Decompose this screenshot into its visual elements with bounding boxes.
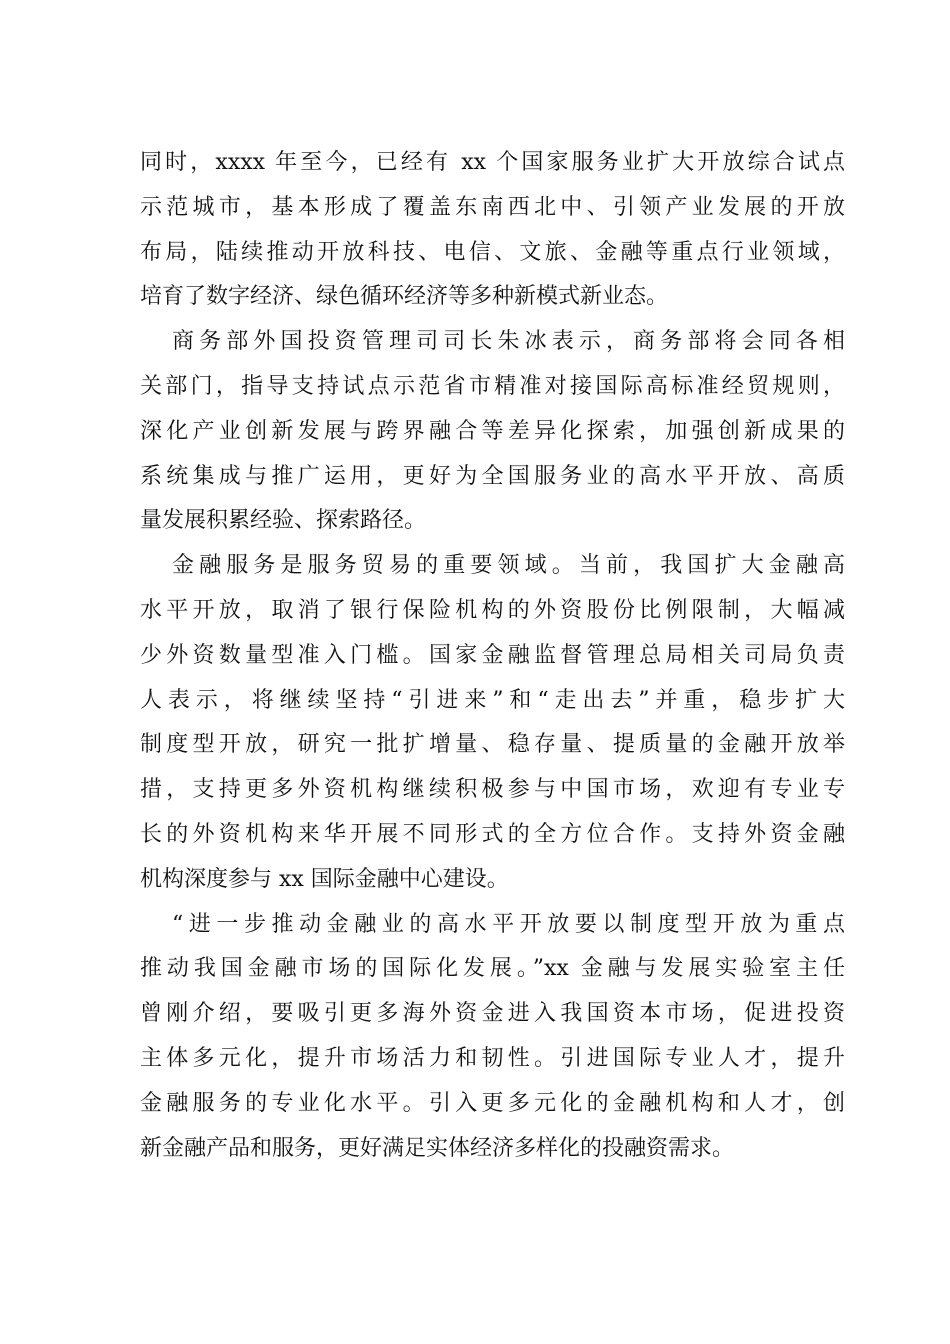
text-line: 人表示，将继续坚持“引进来”和“走出去”并重，稳步扩大 bbox=[140, 687, 845, 713]
text-line: 措，支持更多外资机构继续积极参与中国市场，欢迎有专业专 bbox=[140, 777, 845, 803]
text-line: 新金融产品和服务，更好满足实体经济多样化的投融资需求。 bbox=[140, 1135, 735, 1161]
document-page bbox=[140, 141, 845, 1171]
text-line: 曾刚介绍，要吸引更多海外资金进入我国资本市场，促进投资 bbox=[140, 1001, 845, 1027]
paragraph bbox=[140, 544, 845, 902]
text-line: 系统集成与推广运用，更好为全国服务业的高水平开放、高质 bbox=[140, 463, 845, 489]
paragraph bbox=[140, 903, 845, 1172]
text-line: 水平开放，取消了银行保险机构的外资股份比例限制，大幅减 bbox=[140, 597, 845, 623]
text-line: 推动我国金融市场的国际化发展。”xx 金融与发展实验室主任 bbox=[140, 956, 845, 982]
text-line: 长的外资机构来华开展不同形式的全方位合作。支持外资金融 bbox=[140, 821, 845, 847]
text-line: 深化产业创新发展与跨界融合等差异化探索，加强创新成果的 bbox=[140, 418, 845, 444]
text-line: 同时，xxxx 年至今，已经有 xx 个国家服务业扩大开放综合试点 bbox=[140, 150, 845, 175]
text-line: 量发展积累经验、探索路径。 bbox=[140, 508, 427, 534]
text-line: 培育了数字经济、绿色循环经济等多种新模式新业态。 bbox=[140, 284, 669, 310]
text-line: 机构深度参与 xx 国际金融中心建设。 bbox=[140, 866, 509, 892]
text-line: 布局，陆续推动开放科技、电信、文旅、金融等重点行业领域， bbox=[140, 239, 845, 265]
paragraph bbox=[140, 320, 845, 544]
text-line: 少外资数量型准入门槛。国家金融监督管理总局相关司局负责 bbox=[140, 642, 845, 668]
paragraph bbox=[140, 141, 845, 320]
text-line: 制度型开放，研究一批扩增量、稳存量、提质量的金融开放举 bbox=[140, 732, 845, 758]
text-line: 金融服务是服务贸易的重要领域。当前，我国扩大金融高 bbox=[172, 553, 845, 579]
text-line: 示范城市，基本形成了覆盖东南西北中、引领产业发展的开放 bbox=[140, 194, 845, 220]
text-line: 商务部外国投资管理司司长朱冰表示，商务部将会同各相 bbox=[172, 329, 845, 355]
text-line: 主体多元化，提升市场活力和韧性。引进国际专业人才，提升 bbox=[140, 1045, 845, 1071]
text-line: 关部门，指导支持试点示范省市精准对接国际高标准经贸规则， bbox=[140, 373, 845, 399]
text-line: “进一步推动金融业的高水平开放要以制度型开放为重点 bbox=[172, 911, 845, 937]
text-line: 金融服务的专业化水平。引入更多元化的金融机构和人才，创 bbox=[140, 1090, 845, 1116]
